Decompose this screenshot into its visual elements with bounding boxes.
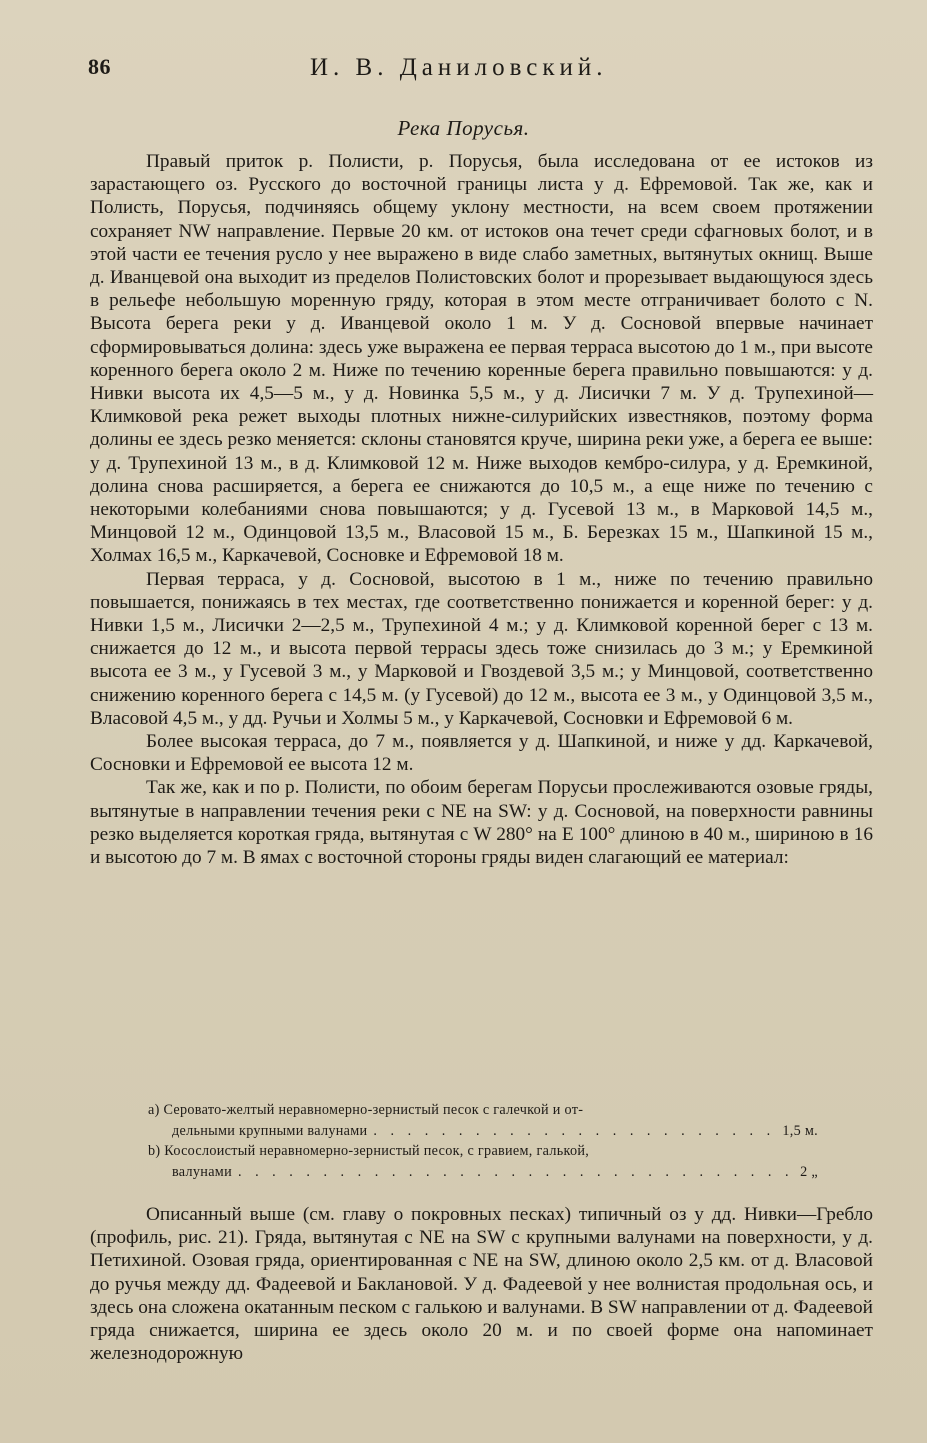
list-item (148, 1100, 818, 1121)
list-item (148, 1141, 818, 1162)
dot-leader (373, 1121, 776, 1142)
paragraph: Описанный выше (см. главу о покровных песках) типичный оз у дд. Нивки—Гребло (профиль, рис. 21). Гряда, вытянутая с NE на SW с крупными валунами на поверхности, у д. Петихиной. Озовая гряда, ориентированная с NE на SW, длиною около 2,5 км. от д. Власовой до ручья между дд. Фадеевой и Баклановой. У д. Фадеевой у нее волнистая продольная ось, и здесь она сложена окатанным песком с галькою и валунами. В SW направлении от д. Фадеевой гряда снижается, ширина ее здесь около 20 м. и по своей форме она напоминает железнодорожную (90, 1204, 873, 1365)
sample-description: b) Косослоистый неравномерно-зернистый песок, с гравием, галькой, (148, 1143, 590, 1159)
page-number: 86 (88, 54, 111, 79)
sample-thickness: 2 „ (800, 1163, 818, 1180)
paragraph: Так же, как и по р. Полисти, по обоим берегам Порусьи прослеживаются озовые гряды, вытянутые в направлении течения реки с NE на SW: у д. Сосновой, на поверхности равнины резко выделяется короткая гряда, вытянутая с W 280° на E 100° длиною в 40 м., шириною в 16 и высотою до 7 м. В ямах с восточной стороны гряды виден слагающий ее материал: (90, 777, 873, 869)
main-text (90, 150, 873, 869)
material-list (148, 1100, 818, 1182)
continued-text (90, 1203, 873, 1365)
paragraph: Более высокая терраса, до 7 м., появляется у д. Шапкиной, и ниже у дд. Каркачевой, Сосновки и Ефремовой ее высота 12 м. (90, 731, 873, 776)
sample-description-continued: дельными крупными валунами (172, 1122, 368, 1139)
paragraph: Первая терраса, у д. Сосновой, высотою в 1 м., ниже по течению правильно повышается, понижаясь в тех местах, где соответственно понижается и коренной берег: у д. Нивки 1,5 м., Лисички 2—2,5 м., Трупехиной 4 м.; у д. Климковой коренной берег с 13 м. снижается до 12 м., и высота первой террасы здесь тоже снизилась до 3 м.; у Еремкиной высота ее 3 м., у Гусевой 3 м., у Марковой и Гвоздевой 3,5 м.; у Минцовой, соответственно снижению коренного берега с 14,5 м. (у Гусевой) до 12 м., высота ее 3 м., у Одинцовой 3,5 м., Власовой 4,5 м., у дд. Ручьи и Холмы 5 м., у Каркачевой, Сосновки и Ефремовой 6 м. (90, 568, 873, 729)
running-head: И. В. Даниловский. (310, 54, 608, 81)
dot-leader (238, 1162, 794, 1183)
paragraph: Правый приток р. Полисти, р. Порусья, была исследована от ее истоков из зарастающего оз. Русского до восточной границы листа у д. Ефремовой. Так же, как и Полисть, Порусья, подчиняясь общему уклону местности, на всем своем протяжении сохраняет NW направление. Первые 20 км. от истоков она течет среди сфагновых болот, и в этой части ее течения русло у нее выражено в виде слабо заметных, вытянутых окнищ. Выше д. Иванцевой она выходит из пределов Полистовских болот и прорезывает выдающуюся здесь в рельефе небольшую моренную гряду, которая в этом месте отграничивает болото с N. Высота берега реки у д. Иванцевой около 1 м. У д. Сосновой впервые начинает сформировываться долина: здесь уже выражена ее первая терраса высотою до 1 м., при высоте коренного берега около 2 м. Ниже по течению коренные берега правильно повышаются: у д. Нивки высота их 4,5—5 м., у д. Новинка 5,5 м., у д. Лисички 7 м. У д. Трупехиной—Климковой река режет выходы плотных нижне-силурийских известняков, поэтому форма долины ее здесь резко меняется: склоны становятся круче, ширина реки уже, а берега ее выше: у д. Трупехиной 13 м., в д. Климковой 12 м. Ниже выходов кембро-силура, у д. Еремкиной, долина снова расширяется, а берега ее снижаются до 10,5 м., а еще ниже по течению с некоторыми колебаниями снова повышаются; у д. Гусевой 13 м., в Марковой 14,5 м., Минцовой 12 м., Одинцовой 13,5 м., Власовой 15 м., Б. Березках 15 м., Шапкиной 15 м., Холмах 16,5 м., Каркачевой, Сосновке и Ефремовой 18 м. (90, 151, 873, 567)
list-item (148, 1162, 818, 1183)
sample-thickness: 1,5 м. (782, 1122, 818, 1139)
sample-description: a) Серовато-желтый неравномерно-зернистый песок с галечкой и от- (148, 1102, 584, 1118)
section-title: Река Порусья. (397, 116, 530, 140)
page-header (88, 54, 877, 88)
sample-description-continued: валунами (172, 1163, 232, 1180)
list-item (148, 1121, 818, 1142)
